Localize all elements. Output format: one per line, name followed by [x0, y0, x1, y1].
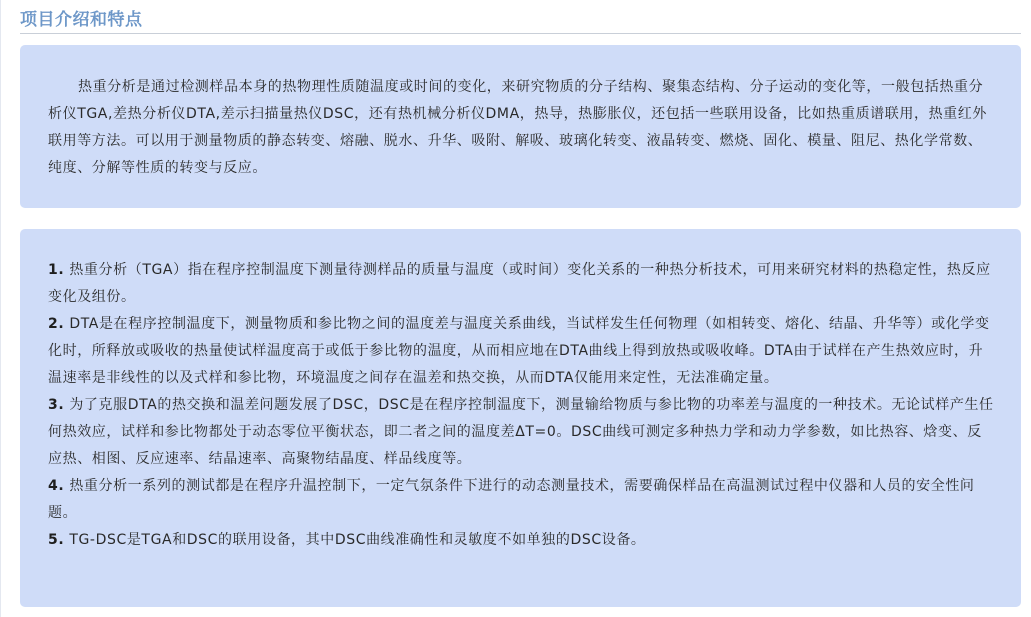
- feature-number: 5.: [48, 532, 65, 548]
- feature-item: [48, 257, 995, 311]
- feature-number: 1.: [48, 262, 65, 278]
- feature-text: 热重分析（TGA）指在程序控制温度下测量待测样品的质量与温度（或时间）变化关系的一种热分析技术，可用来研究材料的热稳定性，热反应变化及组份。: [48, 262, 991, 305]
- feature-text: TG-DSC是TGA和DSC的联用设备，其中DSC曲线准确性和灵敏度不如单独的DSC设备。: [69, 532, 646, 548]
- feature-number: 2.: [48, 316, 65, 332]
- section-title: 项目介绍和特点: [20, 10, 143, 30]
- title-divider: [20, 33, 1021, 34]
- feature-text: DTA是在程序控制温度下，测量物质和参比物之间的温度差与温度关系曲线，当试样发生任何物理（如相转变、熔化、结晶、升华等）或化学变化时，所释放或吸收的热量使试样温度高于或低于参比物的温度，从而相应地在DTA曲线上得到放热或吸收峰。DTA由于试样在产生热效应时，升温速率是非线性的以及式样和参比物，环境温度之间存在温差和热交换，从而DTA仅能用来定性，无法准确定量。: [48, 316, 990, 386]
- intro-card: [20, 45, 1021, 208]
- feature-item: [48, 392, 995, 473]
- feature-text: 为了克服DTA的热交换和温差问题发展了DSC，DSC是在程序控制温度下，测量输给物质与参比物的功率差与温度的一种技术。无论试样产生任何热效应，试样和参比物都处于动态零位平衡状态，即二者之间的温度差ΔT=0。DSC曲线可测定多种热力学和动力学参数，如比热容、焓变、反应热、相图、反应速率、结晶速率、高聚物结晶度、样品线度等。: [48, 397, 994, 467]
- features-card: [20, 229, 1021, 607]
- feature-item: [48, 527, 995, 554]
- feature-text: 热重分析一系列的测试都是在程序升温控制下，一定气氛条件下进行的动态测量技术，需要确保样品在高温测试过程中仪器和人员的安全性问题。: [48, 478, 975, 521]
- feature-number: 4.: [48, 478, 65, 494]
- feature-item: [48, 473, 995, 527]
- feature-number: 3.: [48, 397, 65, 413]
- feature-item: [48, 311, 995, 392]
- intro-paragraph: 热重分析是通过检测样品本身的热物理性质随温度或时间的变化，来研究物质的分子结构、聚集态结构、分子运动的变化等，一般包括热重分析仪TGA,差热分析仪DTA,差示扫描量热仪DSC，还有热机械分析仪DMA，热导，热膨胀仪，还包括一些联用设备，比如热重质谱联用，热重红外联用等方法。可以用于测量物质的静态转变、熔融、脱水、升华、吸附、解吸、玻璃化转变、液晶转变、燃烧、固化、模量、阻尼、热化学常数、纯度、分解等性质的转变与反应。: [48, 79, 987, 176]
